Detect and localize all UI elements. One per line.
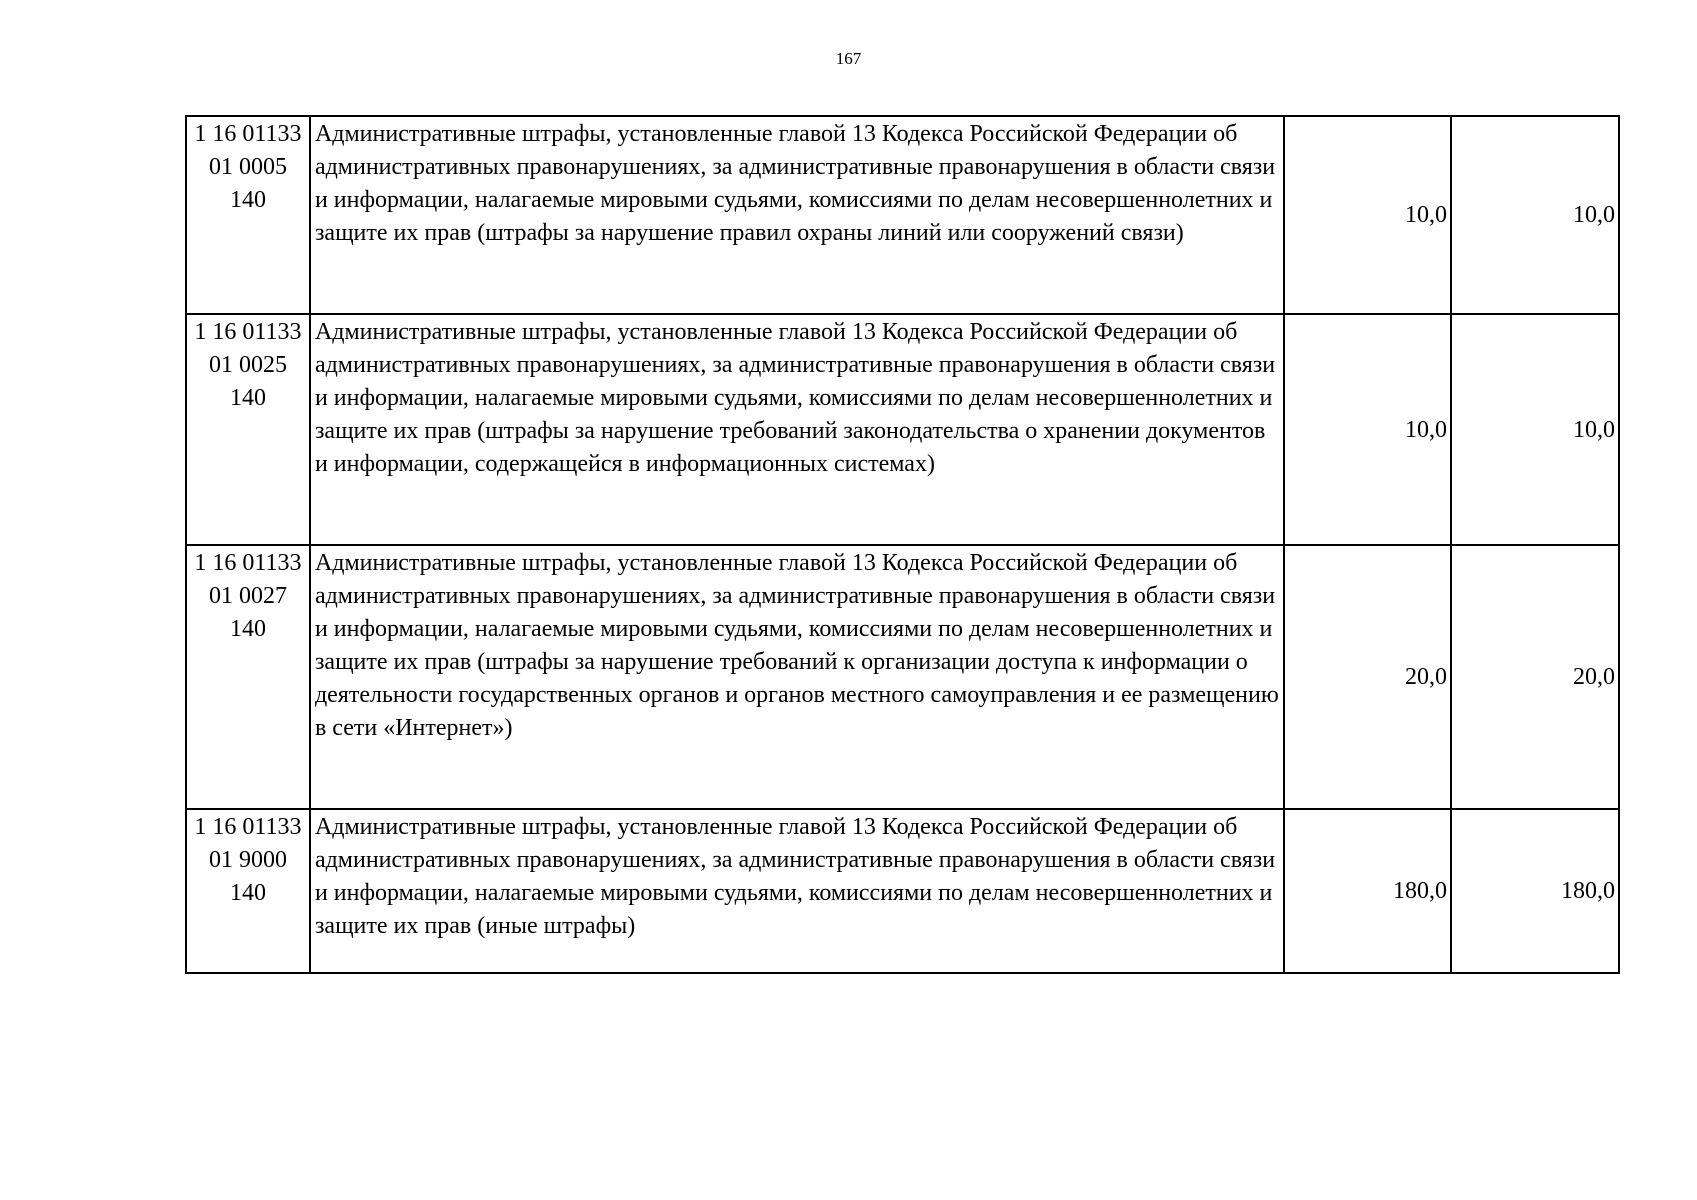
budget-code-line: 1 16 01133: [194, 319, 302, 345]
amount-cell-year-2: 20,0: [1451, 545, 1619, 809]
revenue-description-cell: Административные штрафы, установленные главой 13 Кодекса Российской Федерации об административных правонарушениях, за административные правонарушения в области связи и информации, налагаемые мировыми судьями, комиссиями по делам несовершеннолетних и защите их прав (иные штрафы): [310, 809, 1284, 973]
budget-code-line: 1 16 01133: [194, 121, 302, 147]
amount-cell-year-1: 10,0: [1284, 314, 1451, 545]
budget-code-line: 01 0025: [208, 352, 287, 378]
budget-revenue-table: [185, 115, 1620, 974]
budget-code-line: 01 0027: [208, 583, 287, 609]
budget-code-line: 140: [229, 616, 266, 642]
budget-code-line: 1 16 01133: [194, 550, 302, 576]
table-row: [186, 116, 1619, 314]
amount-cell-year-2: 180,0: [1451, 809, 1619, 973]
table-row: [186, 809, 1619, 973]
budget-code-line: 1 16 01133: [194, 814, 302, 840]
budget-code-cell: [186, 314, 310, 545]
revenue-description-cell: Административные штрафы, установленные главой 13 Кодекса Российской Федерации об административных правонарушениях, за административные правонарушения в области связи и информации, налагаемые мировыми судьями, комиссиями по делам несовершеннолетних и защите их прав (штрафы за нарушение требований законодательства о хранении документов и информации, содержащейся в информационных системах): [310, 314, 1284, 545]
budget-code-cell: [186, 809, 310, 973]
amount-cell-year-1: 10,0: [1284, 116, 1451, 314]
budget-code-line: 140: [229, 880, 266, 906]
budget-code-line: 140: [229, 385, 266, 411]
budget-code-cell: [186, 116, 310, 314]
revenue-description-cell: Административные штрафы, установленные главой 13 Кодекса Российской Федерации об административных правонарушениях, за административные правонарушения в области связи и информации, налагаемые мировыми судьями, комиссиями по делам несовершеннолетних и защите их прав (штрафы за нарушение требований к организации доступа к информации о деятельности государственных органов и органов местного самоуправления и ее размещению в сети «Интернет»): [310, 545, 1284, 809]
budget-code-line: 01 9000: [208, 847, 287, 873]
budget-code-line: 140: [229, 187, 266, 213]
revenue-description-cell: Административные штрафы, установленные главой 13 Кодекса Российской Федерации об административных правонарушениях, за административные правонарушения в области связи и информации, налагаемые мировыми судьями, комиссиями по делам несовершеннолетних и защите их прав (штрафы за нарушение правил охраны линий или сооружений связи): [310, 116, 1284, 314]
budget-code-line: 01 0005: [208, 154, 287, 180]
table-row: [186, 314, 1619, 545]
amount-cell-year-2: 10,0: [1451, 314, 1619, 545]
amount-cell-year-1: 20,0: [1284, 545, 1451, 809]
page-number: 167: [835, 49, 862, 68]
table-row: [186, 545, 1619, 809]
budget-code-cell: [186, 545, 310, 809]
amount-cell-year-2: 10,0: [1451, 116, 1619, 314]
amount-cell-year-1: 180,0: [1284, 809, 1451, 973]
